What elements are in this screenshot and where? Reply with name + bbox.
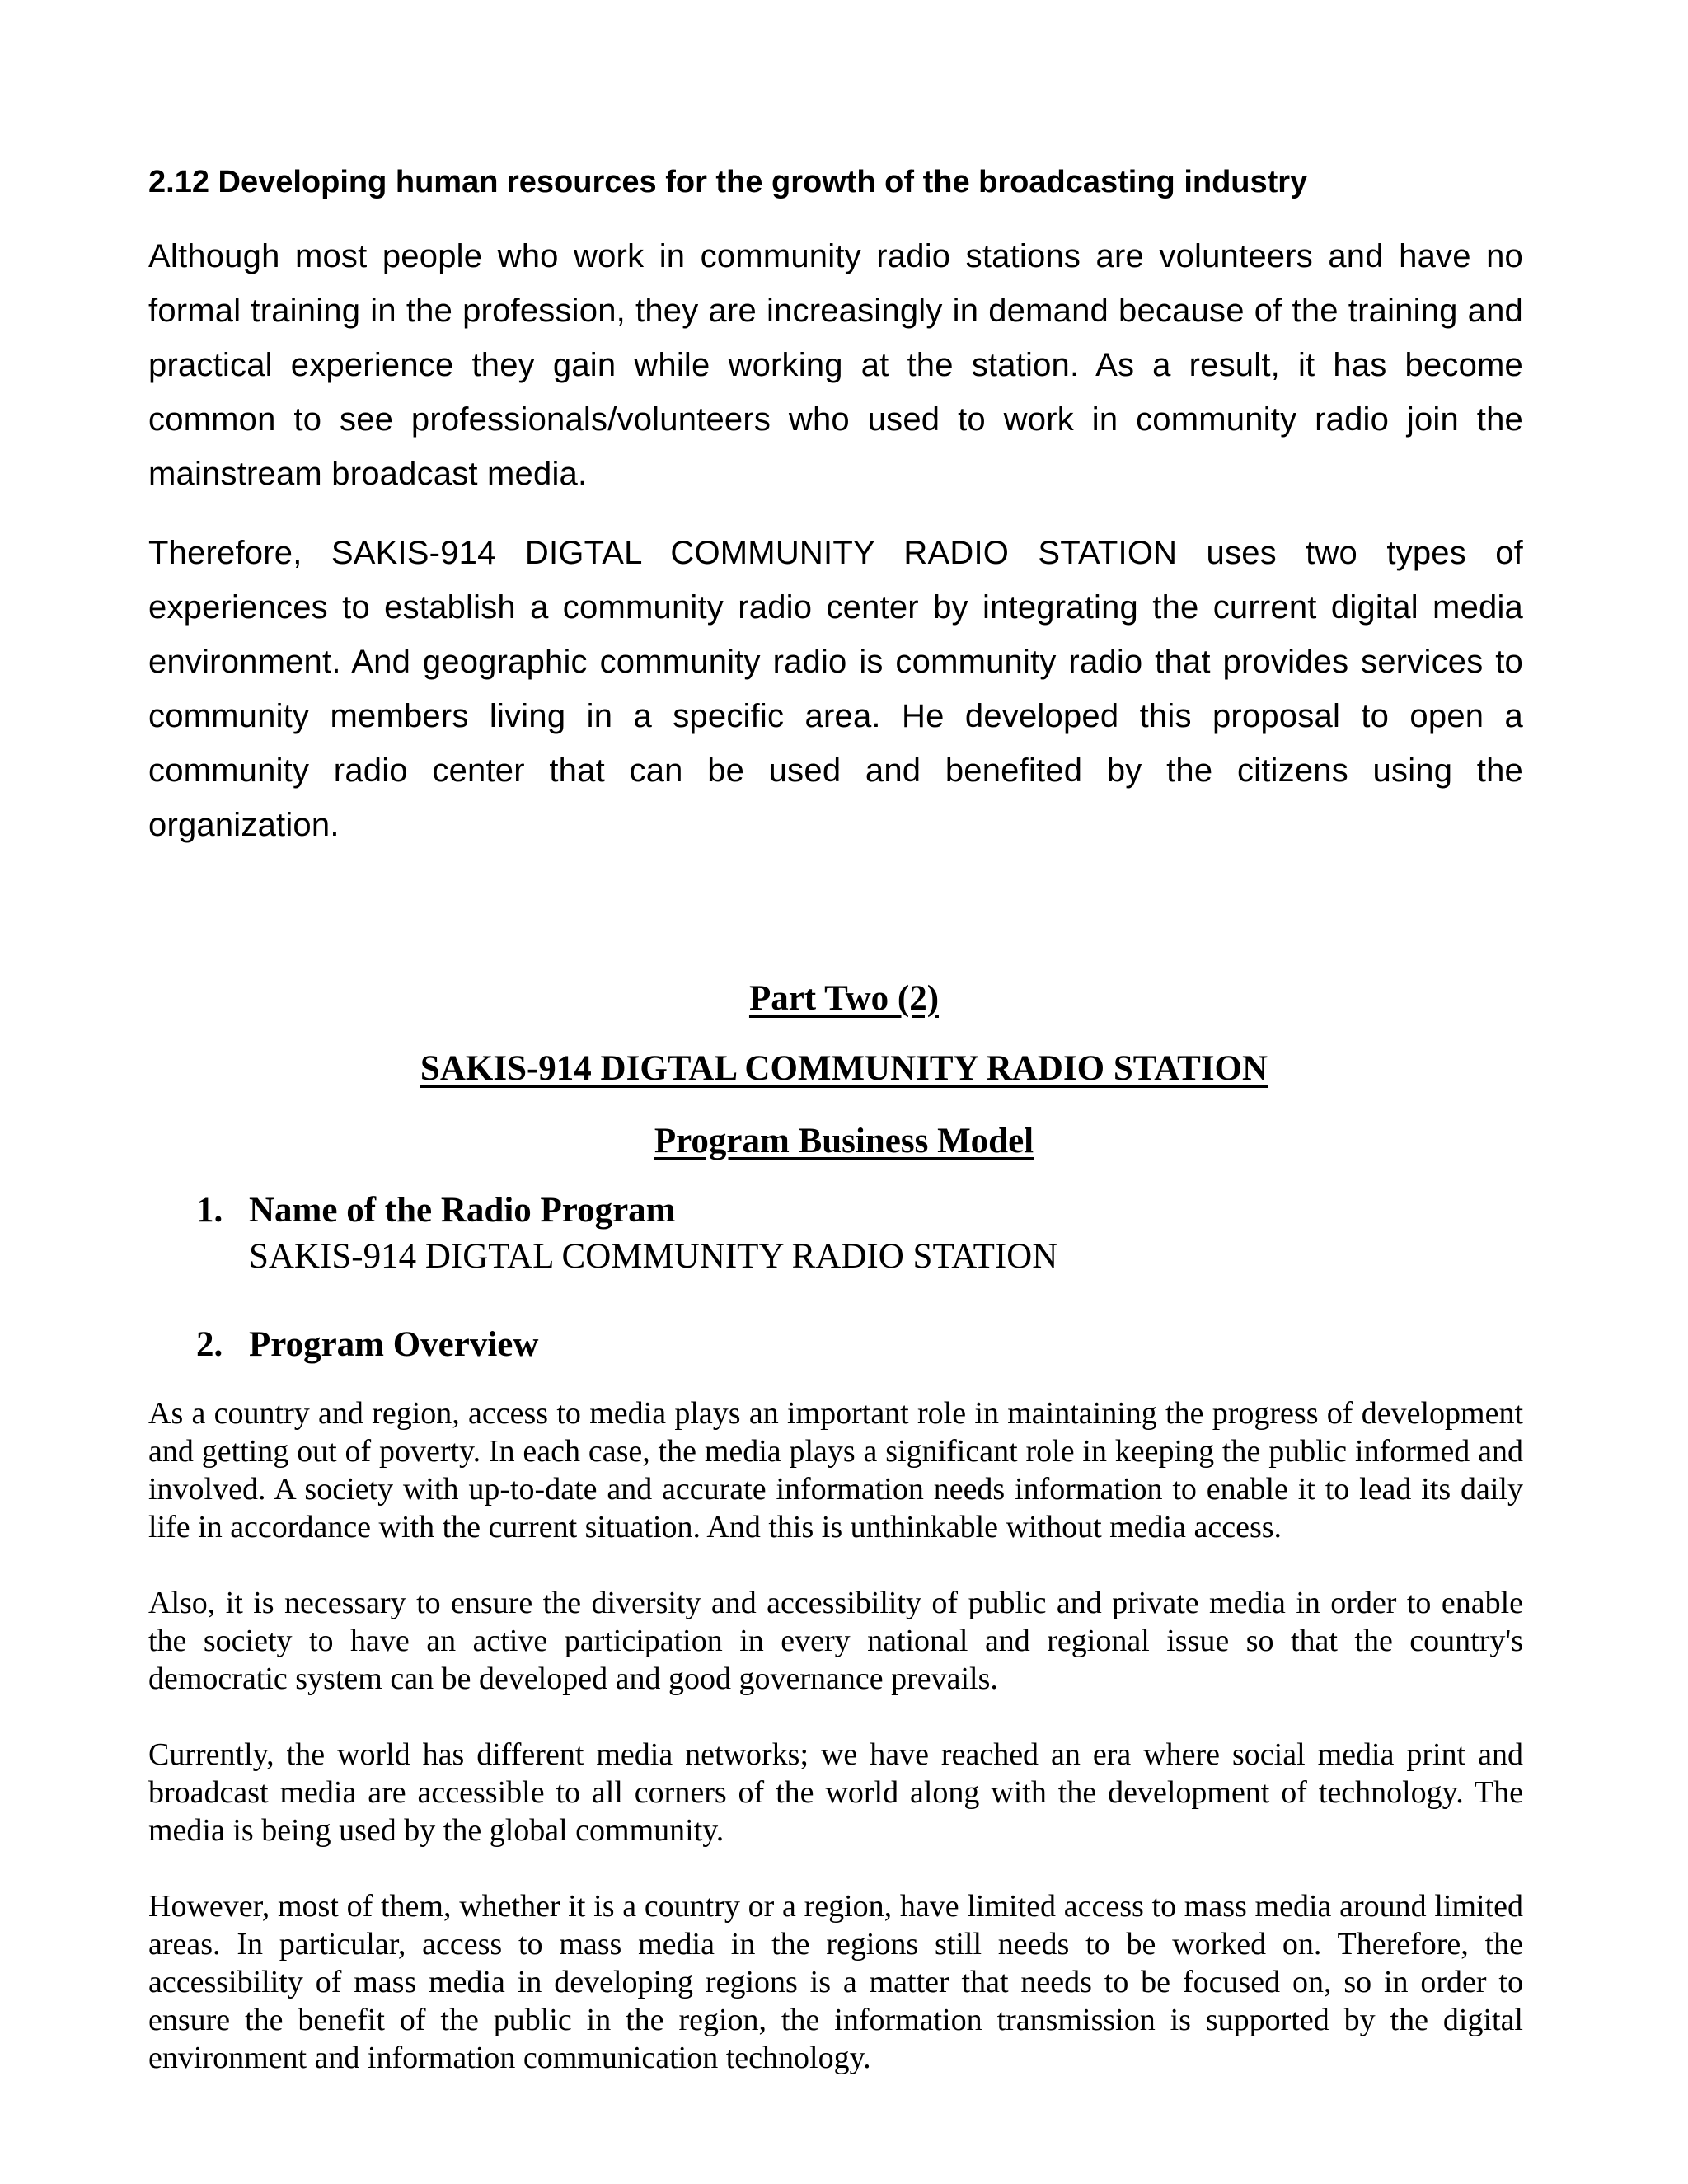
section-heading: 2.12 Developing human resources for the growth of the broadcasting industry [148, 165, 1308, 199]
overview-paragraph: Currently, the world has different media networks; we have reached an era where social media print and broadcast media are accessible to all corners of the world along with the development of technology. The media is being used by the global community. [148, 1737, 1523, 1848]
list-item-program-overview [196, 1322, 1498, 1376]
program-overview-body [148, 1394, 1523, 2115]
section-2-12 [148, 162, 1523, 852]
list-item-number: 1. [196, 1191, 223, 1230]
list-item-number: 2. [196, 1325, 223, 1364]
list-item-title: Program Overview [249, 1325, 539, 1364]
overview-paragraph: However, most of them, whether it is a country or a region, have limited access to mass media around limited areas. In particular, access to mass media in the regions still needs to be worked on. Therefore, the accessibility of mass media in developing regions is a matter that needs to be focused on, so in order to ensure the benefit of the public in the region, the information transmission is supported by the digital environment and information communication technology. [148, 1889, 1523, 2075]
section-paragraph: Therefore, SAKIS-914 DIGTAL COMMUNITY RADIO STATION uses two types of experiences to establish a community radio center by integrating the current digital media environment. And geographic community radio is community radio that provides services to community members living in a specific area. He developed this proposal to open a community radio center that can be used and benefited by the citizens using the organization. [148, 535, 1523, 843]
overview-paragraph: As a country and region, access to media plays an important role in maintaining the progress of development and getting out of poverty. In each case, the media plays a significant role in keeping the public informed and involved. A society with up-to-date and accurate information needs information to enable it to lead its daily life in accordance with the current situation. And this is unthinkable without media access. [148, 1396, 1523, 1544]
business-model-title: Program Business Model [654, 1122, 1034, 1160]
program-name-value: SAKIS-914 DIGTAL COMMUNITY RADIO STATION [249, 1237, 1058, 1276]
section-paragraph: Although most people who work in community radio stations are volunteers and have no formal training in the profession, they are increasingly in demand because of the training and practical experience they gain while working at the station. As a result, it has become common to see professionals/volunteers who used to work in community radio join the mainstream broadcast media. [148, 238, 1523, 492]
part-title: Part Two (2) [748, 979, 940, 1018]
station-title: SAKIS-914 DIGTAL COMMUNITY RADIO STATION [420, 1049, 1268, 1088]
list-item-title: Name of the Radio Program [249, 1191, 676, 1230]
overview-paragraph: Also, it is necessary to ensure the diversity and accessibility of public and private media in order to enable the society to have an active participation in every national and regional issue so that the country's democratic system can be developed and good governance prevails. [148, 1586, 1523, 1696]
